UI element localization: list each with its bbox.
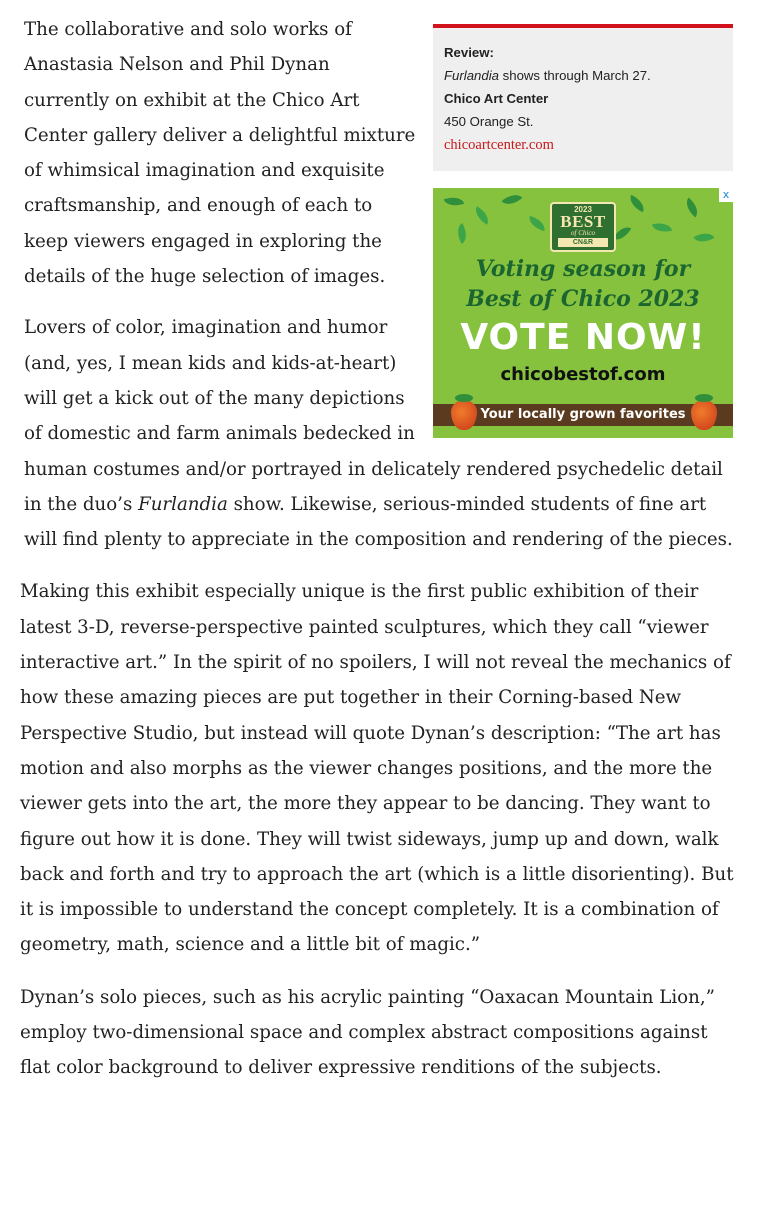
- venue-link[interactable]: chicoartcenter.com: [444, 137, 554, 153]
- leaf-decoration: [693, 228, 714, 247]
- review-infobox: [433, 24, 733, 171]
- ad-tagline-strip: [433, 404, 733, 426]
- leaf-decoration: [502, 190, 523, 210]
- leaf-decoration: [527, 216, 547, 231]
- show-title: Furlandia: [444, 68, 499, 83]
- article-paragraph-4: Dynan’s solo pieces, such as his acrylic painting “Oaxacan Mountain Lion,” employ two-dimensional space and complex abstract compositions against flat color background to deliver expressive renditions of the subjects.: [20, 986, 715, 1079]
- leaf-decoration: [627, 195, 648, 213]
- best-of-chico-badge: [550, 202, 616, 252]
- sidebar: [433, 24, 733, 438]
- badge-best: BEST: [560, 212, 606, 231]
- venue-address: 450 Orange St.: [444, 114, 534, 129]
- leaf-decoration: [652, 220, 672, 235]
- ad-headline-line1: Voting season for: [475, 256, 691, 282]
- paragraph-2-text-b: show. Likewise, serious-minded students of fine art will find plenty to appreciate in the composition and rendering of the pieces.: [24, 493, 733, 551]
- leaf-decoration: [444, 193, 465, 209]
- review-label: Review:: [444, 45, 494, 60]
- leaf-decoration: [682, 198, 703, 218]
- paragraph-2-text-a: Lovers of color, imagination and humor (and, yes, I mean kids and kids-at-heart) will get a kick out of the many depictions of domestic and farm animals bedecked in human costumes and/or portrayed in delicately rendered psychedelic detail in the duo’s: [24, 317, 723, 515]
- badge-cnr: CN&R: [558, 238, 608, 247]
- leaf-decoration: [453, 223, 472, 244]
- badge-chico: of Chico: [571, 229, 595, 237]
- show-info: [444, 64, 723, 87]
- vote-now-text: VOTE NOW!: [460, 317, 706, 358]
- badge-year: 2023: [574, 205, 592, 214]
- show-dates: shows through March 27.: [498, 68, 651, 83]
- ad-headline-line2: Best of Chico 2023: [466, 286, 700, 312]
- show-title-inline: Furlandia: [138, 493, 228, 515]
- venue-name: Chico Art Center: [444, 91, 549, 106]
- leaf-decoration: [471, 206, 492, 225]
- ad-close-icon[interactable]: x: [719, 188, 733, 202]
- ad-url: chicobestof.com: [500, 364, 666, 385]
- ad-tagline: Your locally grown favorites: [480, 407, 686, 422]
- article-top: [0, 0, 766, 557]
- article-paragraph-1: The collaborative and solo works of Anastasia Nelson and Phil Dynan currently on exhibit at the Chico Art Center gallery deliver a delightful mixture of whimsical imagination and exquisite craftsmanship, and enough of each to keep viewers engaged in exploring the details of the huge selection of images.: [24, 19, 416, 288]
- best-of-chico-ad[interactable]: [433, 188, 733, 438]
- article-paragraph-3: Making this exhibit especially unique is the first public exhibition of their latest 3-D, reverse-perspective painted sculptures, which they call “viewer interactive art.” In the spirit of no spoilers, I will not reveal the mechanics of how these amazing pieces are put together in their Corning-based New Perspective Studio, but instead will quote Dynan’s description: “The art has motion and also morphs as the viewer changes positions, and the more the viewer gets into the art, the more they appear to be dancing. They want to figure out how it is done. They will twist sideways, jump up and down, walk back and forth and try to approach the art (which is a little disorienting). But it is impossible to understand the concept completely. It is a combination of geometry, math, science and a little bit of magic.”: [20, 581, 734, 956]
